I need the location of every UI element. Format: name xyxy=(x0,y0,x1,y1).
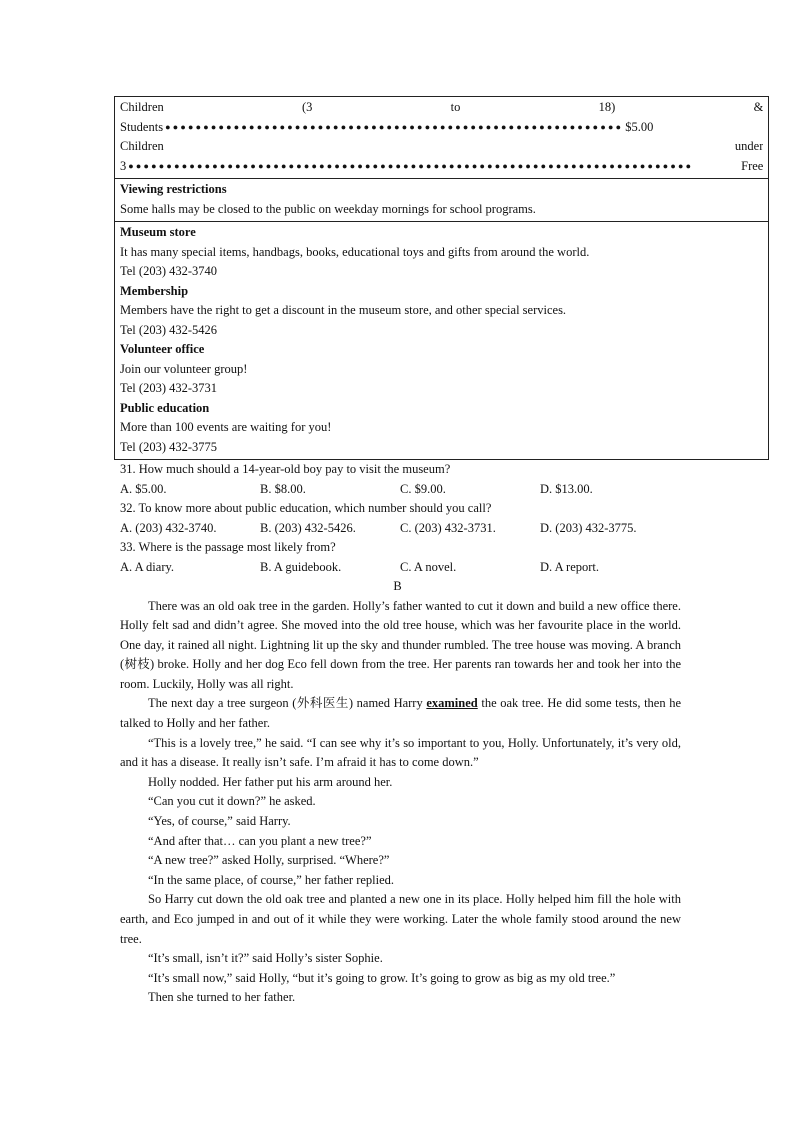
volunteer-tel: Tel (203) 432-3731 xyxy=(120,381,218,395)
option-a: A. $5.00. xyxy=(120,481,167,496)
price-row-3-word-1: Children xyxy=(120,139,164,153)
paragraph-1: There was an old oak tree in the garden. Holly’s father wanted to cut it down and build a new office there. Holly felt sad and didn’t agree. She moved into the old tree house, which was her favourite place in the world. One day, it rained all night. Lightning lit up the sky and thunder rumbled. The tree house was moving. A branch (树枝) broke. Holly and her dog Eco fell down from the tree. Her parents ran towards her and took her into the room. Luckily, Holly was all right. xyxy=(120,598,681,691)
option-b: B. $8.00. xyxy=(260,481,306,496)
question-31: 31. How much should a 14-year-old boy pay to visit the museum? xyxy=(120,462,451,476)
students-price: $5.00 xyxy=(625,119,654,134)
section-b-heading: B xyxy=(393,579,402,593)
under-three-label: 3 xyxy=(120,158,127,173)
paragraph-12: “It’s small now,” said Holly, “but it’s going to grow. It’s going to grow as big as my old tree.” xyxy=(148,970,616,985)
option-a: A. (203) 432-3740. xyxy=(120,520,217,535)
viewing-heading: Viewing restrictions xyxy=(120,182,227,196)
education-tel: Tel (203) 432-3775 xyxy=(120,439,218,454)
viewing-cell xyxy=(115,179,769,222)
paragraph-9: “In the same place, of course,” her father replied. xyxy=(148,872,395,887)
museum-info-table xyxy=(114,96,769,460)
under-three-price: Free xyxy=(741,158,764,173)
education-heading: Public education xyxy=(120,400,210,415)
question-31-options xyxy=(114,480,681,500)
document-page xyxy=(114,96,764,1008)
reading-passage xyxy=(114,597,681,1008)
question-33: 33. Where is the passage most likely from? xyxy=(120,540,336,554)
paragraph-4: Holly nodded. Her father put his arm around her. xyxy=(148,774,393,789)
underlined-word: examined xyxy=(426,696,478,711)
paragraph-13: Then she turned to her father. xyxy=(148,990,296,1005)
membership-tel: Tel (203) 432-5426 xyxy=(120,322,218,337)
option-c: C. (203) 432-3731. xyxy=(400,520,496,535)
paragraph-8: “A new tree?” asked Holly, surprised. “Where?” xyxy=(148,853,390,868)
price-row-3-word-2: under xyxy=(734,139,764,153)
option-d: D. (203) 432-3775. xyxy=(540,520,637,535)
price-row-3 xyxy=(120,137,763,157)
question-32: 32. To know more about public education, which number should you call? xyxy=(120,501,492,515)
membership-heading: Membership xyxy=(120,283,189,298)
services-cell xyxy=(115,222,769,460)
paragraph-2-end: the oak tree. He did some tests, then he talked to Holly and her father. xyxy=(120,696,681,731)
price-row-1-word-4: 18) xyxy=(598,100,616,114)
paragraph-11: “It’s small, isn’t it?” said Holly’s sister Sophie. xyxy=(148,951,383,966)
volunteer-heading: Volunteer office xyxy=(120,342,205,356)
question-33-options xyxy=(114,558,681,578)
option-b: B. A guidebook. xyxy=(260,559,342,574)
price-row-1-word-5: & xyxy=(753,100,764,114)
price-row-1-word-1: Children xyxy=(120,100,164,114)
prices-cell xyxy=(115,97,769,179)
price-row-1 xyxy=(120,98,763,118)
questions-block xyxy=(114,460,681,577)
paragraph-2 xyxy=(120,694,681,733)
paragraph-10: So Harry cut down the old oak tree and planted a new one in its place. Holly helped him fill the hole with earth, and Eco jumped in and out of it while they were working. Later the whole family stood around the new tree. xyxy=(120,892,681,946)
paragraph-6: “Yes, of course,” said Harry. xyxy=(148,814,291,829)
price-row-1-word-2: (3 xyxy=(302,100,313,114)
dot-leader: ●●●●●●●●●●●●●●●●●●●●●●●●●●●●●●●●●●●●●●●●●●●●●●●●●●●●●●●●●●●●●●●●●●●●●●●●●● xyxy=(128,160,694,171)
paragraph-3: “This is a lovely tree,” he said. “I can see why it’s so important to you, Holly. Unfortunately, it’s very old, and it has a disease. It really isn’t safe. I’m afraid it has to come down.” xyxy=(120,735,681,770)
membership-text: Members have the right to get a discount in the museum store, and other special services. xyxy=(120,303,567,317)
store-heading: Museum store xyxy=(120,225,196,239)
price-row-1-word-3: to xyxy=(450,100,461,114)
option-c: C. $9.00. xyxy=(400,481,446,496)
paragraph-5: “Can you cut it down?” he asked. xyxy=(148,794,316,809)
students-label: Students xyxy=(120,119,164,134)
store-text: It has many special items, handbags, books, educational toys and gifts from around the world. xyxy=(120,244,590,259)
price-row-2 xyxy=(120,118,763,138)
store-tel: Tel (203) 432-3740 xyxy=(120,264,218,278)
option-d: D. $13.00. xyxy=(540,481,593,496)
viewing-text: Some halls may be closed to the public on weekday mornings for school programs. xyxy=(120,201,536,216)
education-text: More than 100 events are waiting for you! xyxy=(120,420,332,434)
price-row-4 xyxy=(120,157,763,177)
option-a: A. A diary. xyxy=(120,559,175,574)
question-32-options xyxy=(114,519,681,539)
volunteer-text: Join our volunteer group! xyxy=(120,361,248,376)
paragraph-7: “And after that… can you plant a new tree?” xyxy=(148,833,372,848)
dot-leader: ●●●●●●●●●●●●●●●●●●●●●●●●●●●●●●●●●●●●●●●●●●●●●●●●●●●●●●●●●●●● xyxy=(165,121,624,132)
option-d: D. A report. xyxy=(540,559,600,574)
paragraph-2-start: The next day a tree surgeon (外科医生) named Harry xyxy=(148,696,427,711)
option-c: C. A novel. xyxy=(400,559,457,574)
option-b: B. (203) 432-5426. xyxy=(260,520,356,535)
